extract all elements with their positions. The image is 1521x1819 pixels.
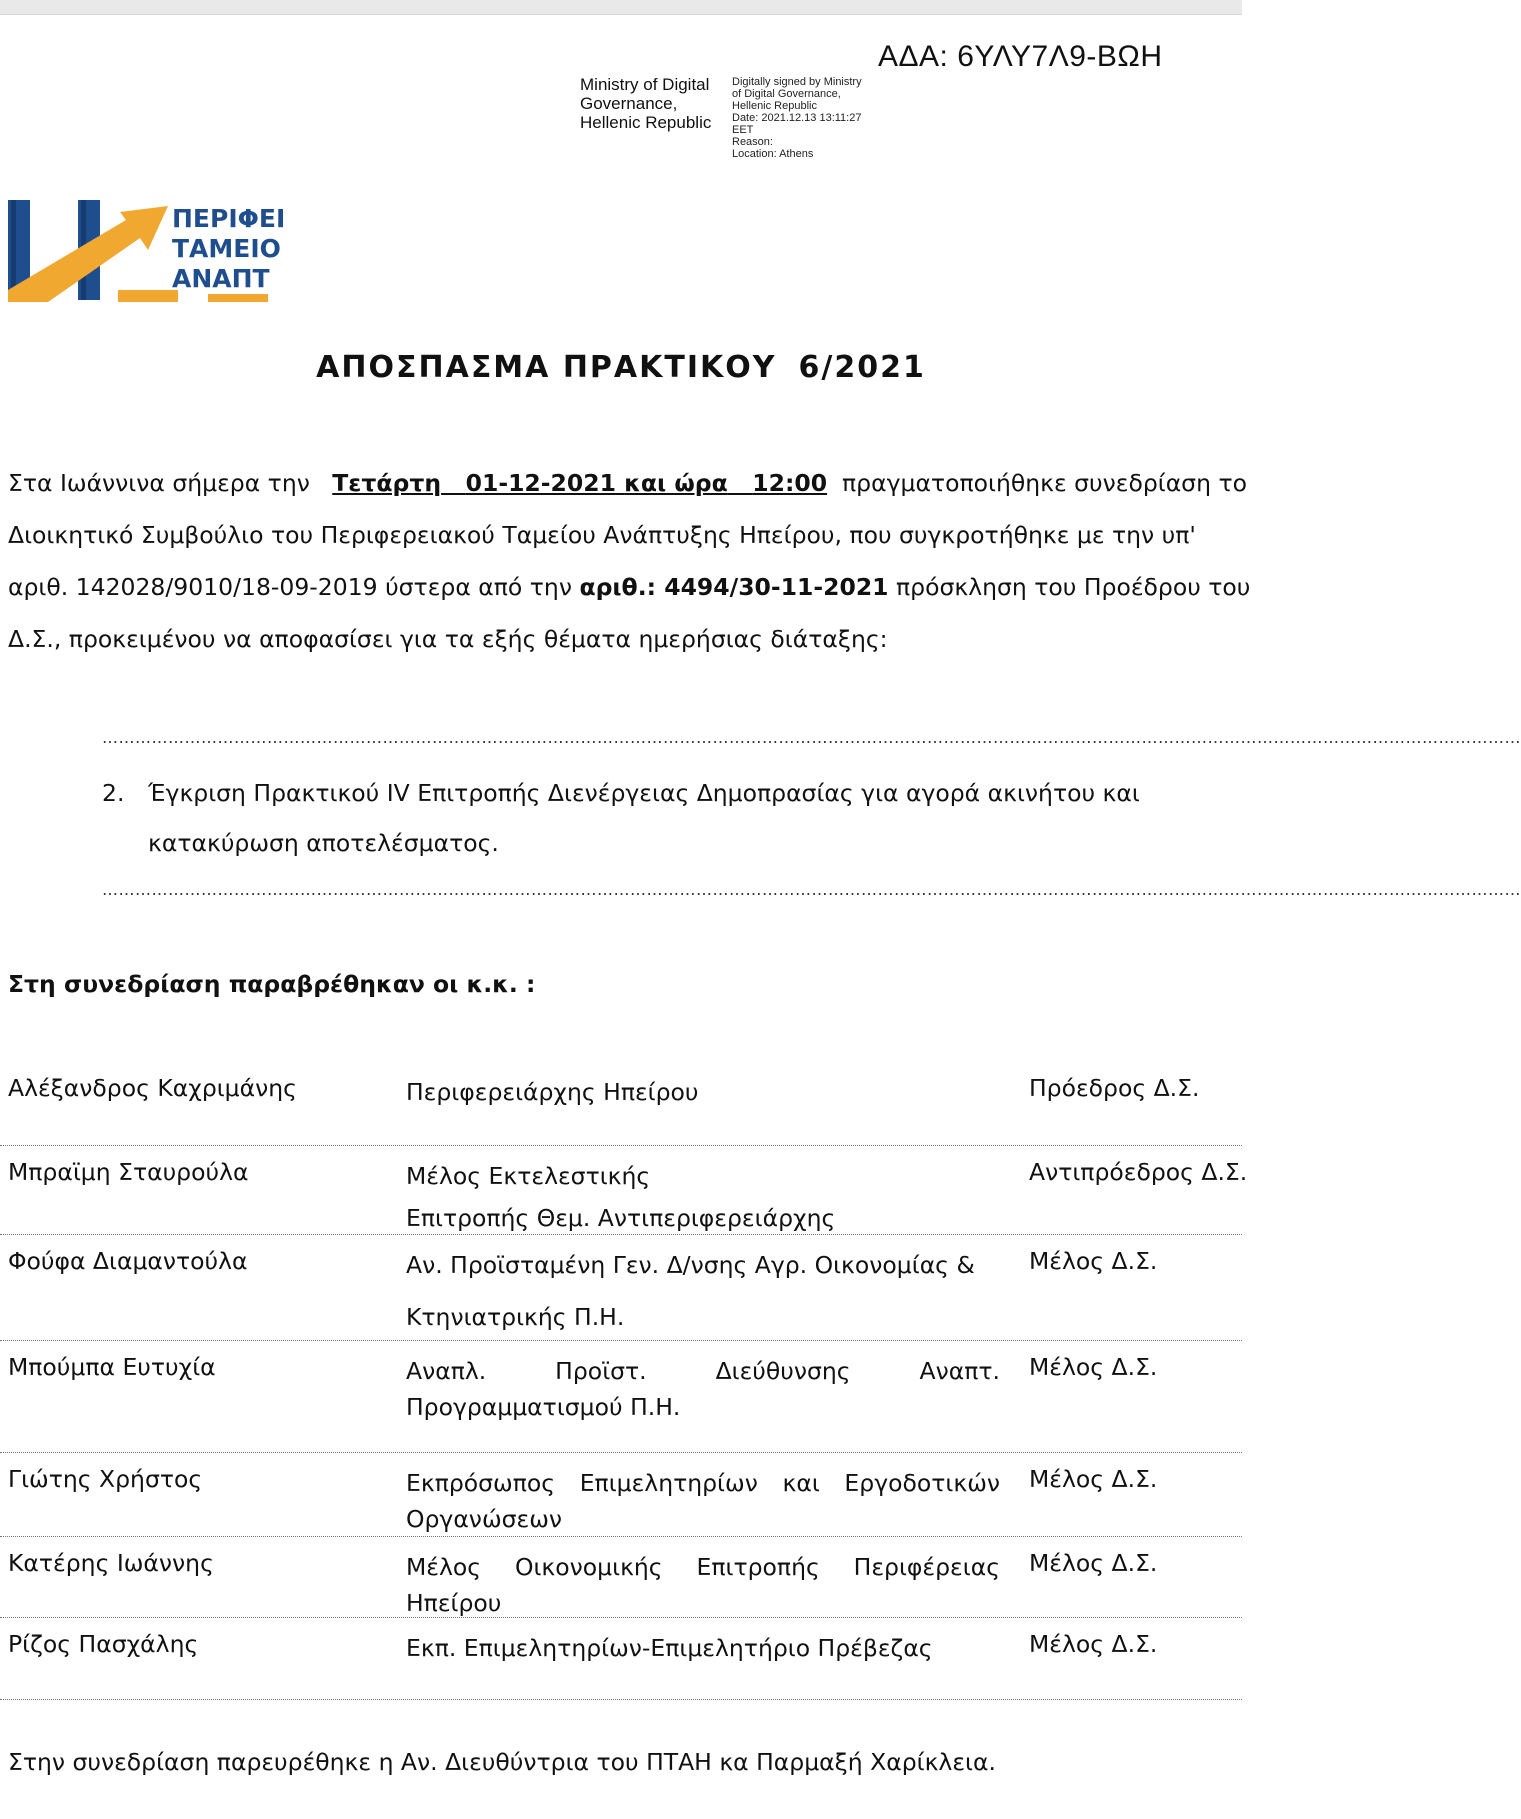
position-line: Αναπλ. Προϊστ. Διεύθυνσης Αναπτ. <box>406 1357 1000 1385</box>
meeting-day: Τετάρτη <box>332 469 442 497</box>
dotted-separator: …………………………………………………………………………………………………………………………………………………………………………………………………………………………………… <box>102 728 1521 747</box>
ada-code: ΑΔΑ: 6ΥΛΥ7Λ9-ΒΩΗ <box>878 40 1163 73</box>
signature-line: EET <box>732 124 754 136</box>
table-row <box>0 1235 1242 1341</box>
intro-text: αριθ. 142028/9010/18-09-2019 ύστερα από την <box>8 573 572 601</box>
logo-text-line: ΠΕΡΙΦΕΙ <box>172 204 286 233</box>
member-role: Μέλος Δ.Σ. <box>1029 1247 1158 1275</box>
intro-text: πρόσκληση του Προέδρου του <box>896 573 1251 601</box>
signature-line: Date: 2021.12.13 13:11:27 <box>732 112 862 124</box>
position-line: Εκπρόσωπος Επιμελητηρίων και Εργοδοτικών <box>406 1469 1000 1497</box>
member-position <box>406 1074 1000 1110</box>
member-role: Μέλος Δ.Σ. <box>1029 1549 1158 1577</box>
position-line: Ηπείρου <box>406 1589 502 1617</box>
row-divider <box>0 1699 1242 1700</box>
position-line: Μέλος Εκτελεστικής <box>406 1162 651 1190</box>
table-row <box>0 1453 1242 1537</box>
member-name: Κατέρης Ιωάννης <box>8 1549 214 1577</box>
title-number: 6/2021 <box>798 350 926 385</box>
members-table <box>0 1060 1248 1700</box>
position-line: Κτηνιατρικής Π.Η. <box>406 1303 625 1331</box>
position-line: Αν. Προϊσταμένη Γεν. Δ/νσης Αγρ. Οικονομίας & <box>406 1251 975 1279</box>
closing-statement: Στην συνεδρίαση παρευρέθηκε η Αν. Διευθύντρια του ΠΤΑΗ κα Παρμαξή Χαρίκλεια. <box>8 1748 996 1776</box>
member-role: Μέλος Δ.Σ. <box>1029 1465 1158 1493</box>
attendance-heading: Στη συνεδρίαση παραβρέθηκαν οι κ.κ. : <box>8 970 536 998</box>
meeting-date: 01-12-2021 <box>465 469 616 497</box>
position-line: Περιφερειάρχης Ηπείρου <box>406 1078 699 1106</box>
signer-line: Hellenic Republic <box>580 113 712 132</box>
member-name: Ρίζος Πασχάλης <box>8 1630 199 1658</box>
member-position <box>406 1158 1000 1236</box>
signature-line: Reason: <box>732 136 773 148</box>
member-position <box>406 1465 1000 1537</box>
agenda-item <box>102 773 1140 873</box>
table-row <box>0 1146 1248 1235</box>
meeting-time: 12:00 <box>752 469 828 497</box>
member-role: Μέλος Δ.Σ. <box>1029 1353 1158 1381</box>
table-row <box>0 1341 1242 1453</box>
position-line: Επιτροπής Θεμ. Αντιπεριφερειάρχης <box>406 1204 836 1232</box>
organization-logo <box>8 198 296 302</box>
position-line: Μέλος Οικονομικής Επιτροπής Περιφέρειας <box>406 1553 1000 1581</box>
member-role: Μέλος Δ.Σ. <box>1029 1630 1158 1658</box>
member-position <box>406 1630 1000 1666</box>
member-position <box>406 1549 1000 1621</box>
table-row <box>0 1618 1242 1700</box>
position-line: Προγραμματισμού Π.Η. <box>406 1393 681 1421</box>
signature-line: Hellenic Republic <box>732 100 817 112</box>
member-position <box>406 1353 1000 1425</box>
signer-line: Ministry of Digital <box>580 75 710 94</box>
signer-line: Governance, <box>580 94 678 113</box>
agenda-item-number: 2. <box>102 779 125 807</box>
table-row <box>0 1060 1242 1146</box>
digital-signature-details <box>732 76 862 160</box>
member-role: Αντιπρόεδρος Δ.Σ. <box>1029 1158 1248 1186</box>
position-line: Οργανώσεων <box>406 1505 563 1533</box>
logo-text-line: ΑΝΑΠΤ <box>172 264 270 293</box>
meeting-time-label: και ώρα <box>624 469 728 497</box>
member-name: Αλέξανδρος Καχριμάνης <box>8 1074 297 1102</box>
document-title <box>0 350 1242 385</box>
invitation-number: αριθ.: 4494/30-11-2021 <box>579 573 889 601</box>
table-row <box>0 1537 1242 1618</box>
dotted-separator: …………………………………………………………………………………………………………………………………………………………………………………………………………………………………… <box>102 880 1521 899</box>
intro-paragraph <box>8 463 1251 671</box>
agenda-item-text: Έγκριση Πρακτικού IV Επιτροπής Διενέργειας Δημοπρασίας για αγορά ακινήτου και <box>148 779 1140 807</box>
intro-line <box>8 463 1247 515</box>
member-name: Γιώτης Χρήστος <box>8 1465 203 1493</box>
intro-line: Δ.Σ., προκειμένου να αποφασίσει για τα εξής θέματα ημερήσιας διάταξης: <box>8 625 888 653</box>
member-role: Πρόεδρος Δ.Σ. <box>1029 1074 1200 1102</box>
signature-line: of Digital Governance, <box>732 88 841 100</box>
position-line: Εκπ. Επιμελητηρίων-Επιμελητήριο Πρέβεζας <box>406 1634 933 1662</box>
signature-line: Location: Athens <box>732 148 814 160</box>
member-name: Μπούμπα Ευτυχία <box>8 1353 216 1381</box>
member-name: Φούφα Διαμαντούλα <box>8 1247 248 1275</box>
intro-text: Στα Ιωάννινα σήμερα την <box>8 469 310 497</box>
signature-line: Digitally signed by Ministry <box>732 76 862 88</box>
member-name: Μπραϊμη Σταυρούλα <box>8 1158 249 1186</box>
logo-text <box>172 204 285 294</box>
member-position <box>406 1247 1000 1335</box>
intro-line: Διοικητικό Συμβούλιο του Περιφερειακού Ταμείου Ανάπτυξης Ηπείρου, που συγκροτήθηκε με την υπ' <box>8 521 1196 549</box>
intro-line <box>8 567 1251 619</box>
logo-text-line: ΤΑΜΕΙΟ <box>172 234 281 263</box>
agenda-item-text: κατακύρωση αποτελέσματος. <box>148 829 499 857</box>
intro-text: πραγματοποιήθηκε συνεδρίαση το <box>842 469 1247 497</box>
title-text: ΑΠΟΣΠΑΣΜΑ ΠΡΑΚΤΙΚΟΥ <box>316 350 777 385</box>
top-toolbar-strip <box>0 0 1242 15</box>
signer-block <box>580 75 711 132</box>
